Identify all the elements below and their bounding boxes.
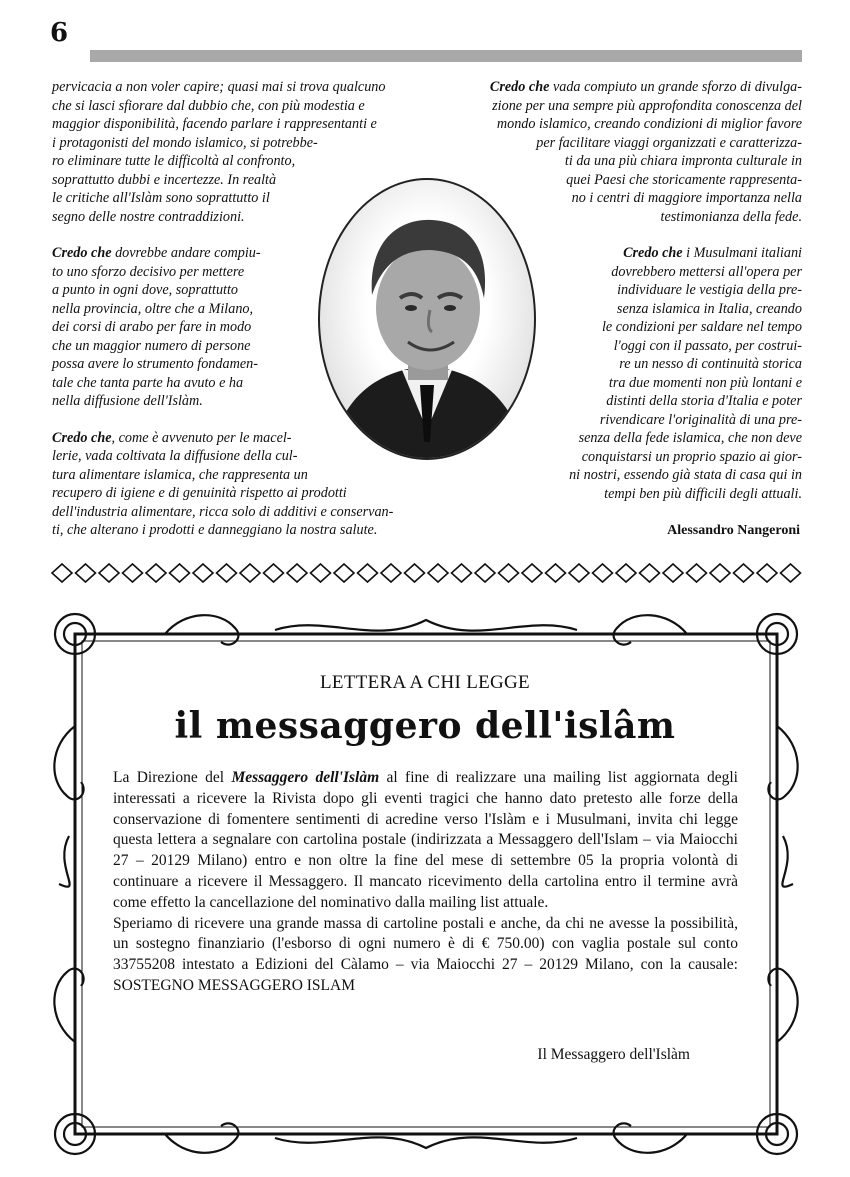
diamond-ornament <box>99 564 119 582</box>
diamond-ornament <box>146 564 166 582</box>
diamond-ornament <box>546 564 566 582</box>
lead-phrase: Credo che <box>52 429 112 446</box>
diamond-ornament <box>240 564 260 582</box>
diamond-ornament <box>311 564 331 582</box>
page-number: 6 <box>50 18 69 48</box>
lead-phrase: Credo che <box>489 79 550 95</box>
letter-body <box>113 768 738 997</box>
paragraph-text: , come è avvenuto per le macel- lerie, vada coltivata la diffusione della cul- tura alimentare islamica, che rappresenta un recupero di igiene e di genuinità rispetto ai prodotti dell'industria alimentare, ricca solo di additivi e conservan- ti, che alterano i prodotti e danneggiano la nostra salute. <box>52 429 394 538</box>
diamond-ornament <box>52 564 72 582</box>
left-paragraph-1: pervicacia a non voler capire; quasi mai si trova qualcuno che si lasci sfiorare dal dubbio che, con più modestia e maggior disponibilità, facendo parlare i rappresentanti e i protagonisti del mondo islamico, si potrebbe- ro eliminare tutte le difficoltà al confronto, soprattutto dubbi e incertezze. In realtà le critiche all'Islàm sono soprattutto il segno delle nostre contraddizioni. <box>52 79 386 225</box>
diamond-ornament <box>710 564 730 582</box>
diamond-ornament <box>616 564 636 582</box>
diamond-ornament <box>381 564 401 582</box>
author-name: Alessandro Nangeroni <box>667 523 800 538</box>
diamond-ornament <box>757 564 777 582</box>
letter-text: La Direzione del <box>113 769 232 786</box>
diamond-ornament <box>475 564 495 582</box>
letter-paragraph-2: Speriamo di ricevere una grande massa di cartoline postali e anche, da chi ne avesse la possibilità, un sostegno finanziario (l'esborso di ogni numero è di € 750.00) con vaglia postale sul conto 33755208 intestato a Edizioni del Càlamo – via Maiocchi 27 – 20129 Milano, con la causale: SOSTEGNO MESSAGGERO ISLAM <box>113 914 738 994</box>
diamond-ornament <box>428 564 448 582</box>
letter-text: al fine di realizzare una mailing list aggiornata degli interessati a ricevere la Rivista dopo gli eventi tragici che hanno dato pretesto alle forze della conservazione di fomentere sentimenti di acredine verso l'Islàm e i Musulmani, invita chi legge questa lettera a segnalare con cartolina postale (indirizzata a Messaggero dell'Islam – via Maiocchi 27 – 20129 Milano) entro e non oltre la fine del mese di settembre 05 la propria volontà di continuare a ricevere il Messaggero. Il mancato ricevimento della cartolina entro il termine avrà come effetto la cancellazione del nominativo dalla mailing list attuale. <box>113 769 738 911</box>
author-portrait <box>318 178 536 460</box>
diamond-ornament <box>193 564 213 582</box>
diamond-ornament <box>287 564 307 582</box>
paragraph-text: vada compiuto un grande sforzo di divulga- zione per una sempre più approfondita conoscenza del mondo islamico, creando condizioni di miglior favore per facilitare viaggi organizzati e caratterizza- ti da una più chiara impronta culturale in quei Paesi che storicamente rappresenta- no i centri di maggiore importanza nella testimonianza della fede. <box>492 79 802 225</box>
diamond-divider <box>50 562 802 584</box>
diamond-ornament <box>452 564 472 582</box>
lead-phrase: Credo che <box>52 245 112 261</box>
diamond-ornament <box>217 564 237 582</box>
diamond-ornament <box>264 564 284 582</box>
diamond-ornament <box>569 564 589 582</box>
diamond-ornament <box>499 564 519 582</box>
header-rule <box>90 50 802 62</box>
publication-name: Messaggero dell'Islàm <box>231 769 380 786</box>
diamond-ornament <box>76 564 96 582</box>
diamond-ornament <box>405 564 425 582</box>
letter-title: il messaggero dell'islâm <box>174 705 676 747</box>
lead-phrase: Credo che <box>623 245 683 261</box>
diamond-ornament <box>593 564 613 582</box>
diamond-ornament <box>334 564 354 582</box>
diamond-ornament <box>522 564 542 582</box>
diamond-ornament <box>123 564 143 582</box>
diamond-ornament <box>170 564 190 582</box>
letter-kicker: LETTERA A CHI LEGGE <box>320 672 530 693</box>
diamond-ornament <box>640 564 660 582</box>
letter-signature: Il Messaggero dell'Islàm <box>537 1046 690 1063</box>
letter-paragraph-1 <box>113 768 738 914</box>
paragraph-text: dovrebbe andare compiu- to uno sforzo decisivo per mettere a punto in ogni dove, soprattutto nella provincia, oltre che a Milano, dei corsi di arabo per fare in modo che un maggior numero di persone possa avere lo strumento fondamen- tale che tanta parte ha avuto e ha nella diffusione dell'Islàm. <box>52 245 261 409</box>
diamond-ornament <box>781 564 801 582</box>
diamond-ornament <box>687 564 707 582</box>
portrait-photo <box>320 180 534 458</box>
diamond-ornament <box>358 564 378 582</box>
diamond-ornament <box>734 564 754 582</box>
left-paragraph-3 <box>52 429 427 540</box>
paragraph-text: i Musulmani italiani dovrebbero mettersi all'opera per individuare le vestigia della pre- senza islamica in Italia, creando le condizioni per saldare nel tempo l'oggi con il passato, per costrui- re un nesso di continuità storica tra due momenti non più lontani e distinti della storia d'Italia e poter rivendicare l'originalità di una pre- senza della fede islamica, che non deve conquistarsi un proprio spazio ai gior- ni nostri, essendo già stata di casa qui in tempi ben più difficili degli attuali. <box>569 245 802 502</box>
diamond-ornament <box>663 564 683 582</box>
